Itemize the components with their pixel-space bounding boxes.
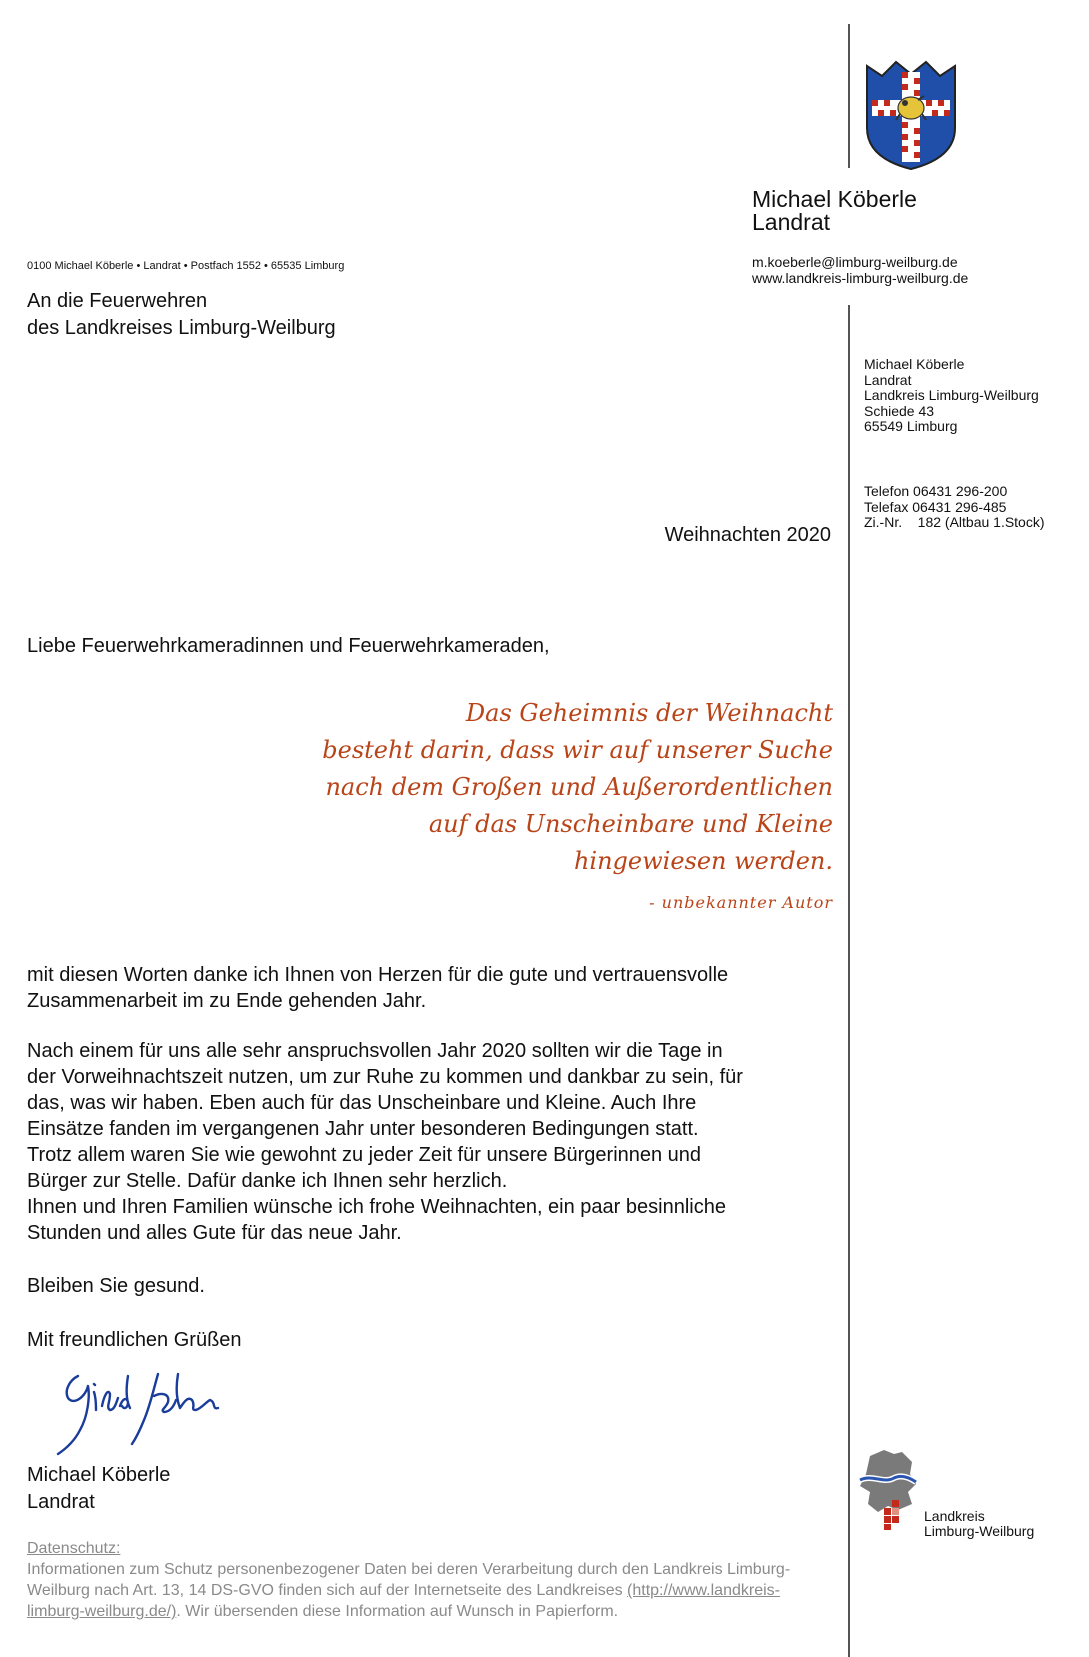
- vertical-rule-top: [848, 24, 850, 168]
- quote-block: [273, 695, 833, 880]
- body-line: der Vorweihnachtszeit nutzen, um zur Ruhe zu kommen und dankbar zu sein, für: [27, 1066, 743, 1088]
- quote-line: nach dem Großen und Außerordentlichen: [325, 773, 833, 801]
- privacy-text-before: Informationen zum Schutz personenbezogener Daten bei deren Verarbeitung durch den Landkreis Limburg-Weilburg nach Art. 13, 14 DS-GVO finden sich auf der Internetseite des Landkreises: [27, 1561, 791, 1599]
- quote-author: - unbekannter Autor: [649, 893, 833, 912]
- signature-name: Michael Köberle: [27, 1464, 171, 1486]
- body-line: Trotz allem waren Sie wie gewohnt zu jeder Zeit für unsere Bürgerinnen und: [27, 1144, 702, 1166]
- district-map-logo-icon: [858, 1448, 918, 1530]
- signature-block: [27, 1462, 170, 1516]
- phone-block: [864, 484, 1045, 531]
- body-line: Einsätze fanden im vergangenen Jahr unter besonderen Bedingungen statt.: [27, 1118, 699, 1140]
- privacy-text-after: . Wir übersenden diese Information auf Wunsch in Papierform.: [176, 1603, 619, 1620]
- address-title: Landrat: [864, 371, 912, 388]
- header-name-block: [752, 188, 917, 234]
- quote-line: Das Geheimnis der Weihnacht: [465, 699, 833, 727]
- sender-return-line: 0100 Michael Köberle • Landrat • Postfach 1552 • 65535 Limburg: [27, 260, 345, 272]
- recipient-line-1: An die Feuerwehren: [27, 290, 208, 312]
- body-line: Stunden und alles Gute für das neue Jahr.: [27, 1222, 402, 1244]
- recipient-line-2: des Landkreises Limburg-Weilburg: [27, 317, 336, 339]
- closing-greeting: Mit freundlichen Grüßen: [27, 1329, 242, 1351]
- address-street: Schiede 43: [864, 402, 935, 419]
- address-org: Landkreis Limburg-Weilburg: [864, 387, 1039, 403]
- body-line: das, was wir haben. Eben auch für das Unscheinbare und Kleine. Auch Ihre: [27, 1092, 697, 1114]
- room-number: Zi.-Nr. 182 (Altbau 1.Stock): [864, 514, 1045, 530]
- address-block: [864, 357, 1039, 435]
- recipient-block: [27, 288, 336, 342]
- header-contact: [752, 254, 968, 286]
- body-line: Nach einem für uns alle sehr anspruchsvollen Jahr 2020 sollten wir die Tage in: [27, 1040, 723, 1062]
- quote-line: besteht darin, dass wir auf unserer Suche: [322, 736, 833, 764]
- address-city: 65549 Limburg: [864, 418, 958, 434]
- footer-logo-line-1: Landkreis: [924, 1508, 985, 1524]
- coat-of-arms-icon: [862, 58, 960, 170]
- address-name: Michael Köberle: [864, 356, 965, 372]
- phone-number: Telefon 06431 296-200: [864, 483, 1008, 499]
- body-line: Bürger zur Stelle. Dafür danke ich Ihnen sehr herzlich.: [27, 1170, 508, 1192]
- header-title: Landrat: [752, 209, 831, 235]
- body-paragraph-1: mit diesen Worten danke ich Ihnen von Herzen für die gute und vertrauensvolle Zusammenarbeit im zu Ende gehenden Jahr.: [27, 964, 729, 1012]
- footer-logo-line-2: Limburg-Weilburg: [924, 1523, 1035, 1539]
- vertical-rule-bottom: [848, 305, 850, 1657]
- closing-wish: Bleiben Sie gesund.: [27, 1275, 205, 1297]
- privacy-heading: Datenschutz:: [27, 1540, 121, 1557]
- salutation: Liebe Feuerwehrkameradinnen und Feuerwehrkameraden,: [27, 635, 550, 657]
- header-name: Michael Köberle: [752, 186, 917, 212]
- body-paragraph-2: [27, 1038, 847, 1246]
- privacy-text: [27, 1559, 807, 1622]
- quote-line: auf das Unscheinbare und Kleine: [428, 810, 833, 838]
- privacy-link[interactable]: (http://www.landkreis-limburg-weilburg.de/): [27, 1582, 780, 1620]
- signature-title: Landrat: [27, 1491, 95, 1513]
- handwritten-signature-icon: [50, 1366, 240, 1456]
- email-link[interactable]: m.koeberle@limburg-weilburg.de: [752, 254, 958, 270]
- privacy-notice: [27, 1538, 807, 1622]
- body-line: Ihnen und Ihren Familien wünsche ich frohe Weihnachten, ein paar besinnliche: [27, 1196, 726, 1218]
- fax-number: Telefax 06431 296-485: [864, 498, 1007, 515]
- quote-line: hingewiesen werden.: [573, 847, 833, 875]
- letter-date: Weihnachten 2020: [664, 524, 831, 546]
- footer-logo-text: [924, 1509, 1034, 1539]
- website-link[interactable]: www.landkreis-limburg-weilburg.de: [752, 270, 969, 286]
